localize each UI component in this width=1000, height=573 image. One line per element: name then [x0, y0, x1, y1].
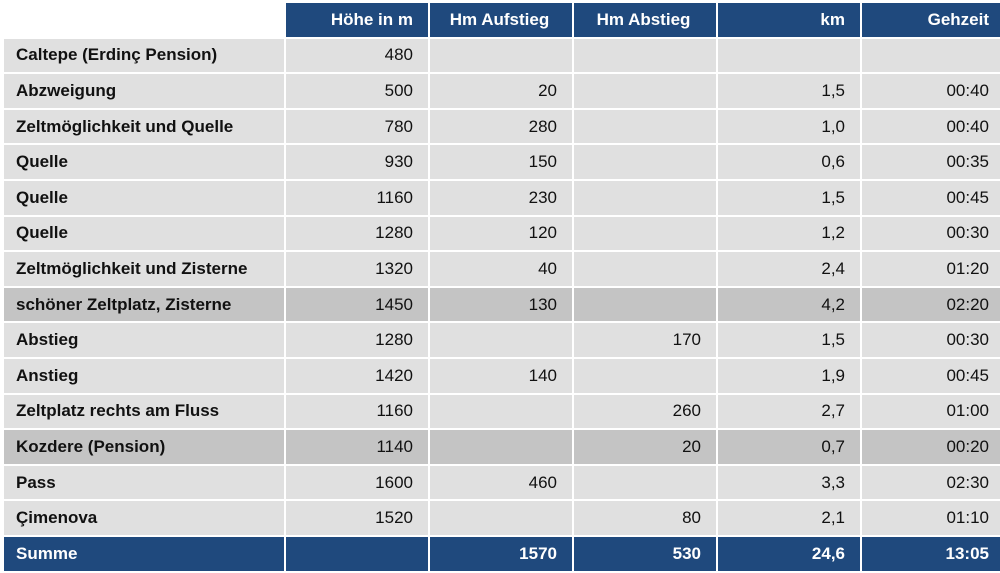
- total-row: [4, 537, 1000, 571]
- table-row: [4, 145, 1000, 179]
- ascent-cell: [430, 39, 572, 73]
- total-label: Summe: [4, 537, 284, 571]
- waypoint-name: Anstieg: [4, 359, 284, 393]
- ascent-cell: 460: [430, 466, 572, 500]
- walking-time-cell: 00:40: [862, 110, 1000, 144]
- walking-time-cell: 01:00: [862, 395, 1000, 429]
- total-hoehe: [286, 537, 428, 571]
- ascent-cell: 40: [430, 252, 572, 286]
- descent-cell: [574, 181, 716, 215]
- descent-cell: [574, 145, 716, 179]
- waypoint-name: Quelle: [4, 217, 284, 251]
- header-km: km: [718, 3, 860, 37]
- header-gehzeit: Gehzeit: [862, 3, 1000, 37]
- ascent-cell: [430, 395, 572, 429]
- table-row: [4, 217, 1000, 251]
- elevation-cell: 1520: [286, 501, 428, 535]
- distance-cell: 2,1: [718, 501, 860, 535]
- descent-cell: [574, 110, 716, 144]
- waypoint-name: Zeltplatz rechts am Fluss: [4, 395, 284, 429]
- header-hoehe: Höhe in m: [286, 3, 428, 37]
- route-table: [2, 1, 1000, 573]
- ascent-cell: 150: [430, 145, 572, 179]
- total-aufstieg: 1570: [430, 537, 572, 571]
- waypoint-name: schöner Zeltplatz, Zisterne: [4, 288, 284, 322]
- ascent-cell: 230: [430, 181, 572, 215]
- total-abstieg: 530: [574, 537, 716, 571]
- table-row: [4, 288, 1000, 322]
- table-row: [4, 181, 1000, 215]
- elevation-cell: 1450: [286, 288, 428, 322]
- distance-cell: 4,2: [718, 288, 860, 322]
- descent-cell: [574, 217, 716, 251]
- header-empty-cell: [4, 3, 284, 37]
- waypoint-name: Zeltmöglichkeit und Quelle: [4, 110, 284, 144]
- table-row: [4, 252, 1000, 286]
- ascent-cell: 140: [430, 359, 572, 393]
- walking-time-cell: 00:20: [862, 430, 1000, 464]
- elevation-cell: 1140: [286, 430, 428, 464]
- ascent-cell: [430, 430, 572, 464]
- waypoint-name: Caltepe (Erdinç Pension): [4, 39, 284, 73]
- waypoint-name: Quelle: [4, 181, 284, 215]
- distance-cell: 1,5: [718, 74, 860, 108]
- header-row: [4, 3, 1000, 37]
- descent-cell: 260: [574, 395, 716, 429]
- table-row: [4, 430, 1000, 464]
- header-abstieg: Hm Abstieg: [574, 3, 716, 37]
- ascent-cell: [430, 501, 572, 535]
- distance-cell: 1,2: [718, 217, 860, 251]
- walking-time-cell: 00:45: [862, 359, 1000, 393]
- descent-cell: [574, 288, 716, 322]
- descent-cell: 170: [574, 323, 716, 357]
- walking-time-cell: 00:35: [862, 145, 1000, 179]
- descent-cell: [574, 74, 716, 108]
- waypoint-name: Quelle: [4, 145, 284, 179]
- ascent-cell: 130: [430, 288, 572, 322]
- descent-cell: [574, 252, 716, 286]
- distance-cell: [718, 39, 860, 73]
- distance-cell: 2,7: [718, 395, 860, 429]
- distance-cell: 2,4: [718, 252, 860, 286]
- walking-time-cell: 02:30: [862, 466, 1000, 500]
- table-row: [4, 39, 1000, 73]
- elevation-cell: 1320: [286, 252, 428, 286]
- walking-time-cell: 02:20: [862, 288, 1000, 322]
- walking-time-cell: 01:20: [862, 252, 1000, 286]
- distance-cell: 1,0: [718, 110, 860, 144]
- descent-cell: [574, 466, 716, 500]
- elevation-cell: 500: [286, 74, 428, 108]
- walking-time-cell: 00:30: [862, 217, 1000, 251]
- waypoint-name: Kozdere (Pension): [4, 430, 284, 464]
- distance-cell: 3,3: [718, 466, 860, 500]
- descent-cell: [574, 39, 716, 73]
- ascent-cell: 20: [430, 74, 572, 108]
- waypoint-name: Pass: [4, 466, 284, 500]
- table-row: [4, 74, 1000, 108]
- table-row: [4, 359, 1000, 393]
- total-gehzeit: 13:05: [862, 537, 1000, 571]
- descent-cell: 20: [574, 430, 716, 464]
- distance-cell: 0,7: [718, 430, 860, 464]
- table-row: [4, 110, 1000, 144]
- distance-cell: 1,5: [718, 323, 860, 357]
- elevation-cell: 1280: [286, 323, 428, 357]
- descent-cell: 80: [574, 501, 716, 535]
- ascent-cell: [430, 323, 572, 357]
- distance-cell: 0,6: [718, 145, 860, 179]
- table-row: [4, 466, 1000, 500]
- route-body: [4, 39, 1000, 535]
- elevation-cell: 1420: [286, 359, 428, 393]
- total-km: 24,6: [718, 537, 860, 571]
- walking-time-cell: 00:40: [862, 74, 1000, 108]
- waypoint-name: Abzweigung: [4, 74, 284, 108]
- ascent-cell: 280: [430, 110, 572, 144]
- elevation-cell: 1600: [286, 466, 428, 500]
- waypoint-name: Abstieg: [4, 323, 284, 357]
- walking-time-cell: 00:45: [862, 181, 1000, 215]
- walking-time-cell: 00:30: [862, 323, 1000, 357]
- walking-time-cell: [862, 39, 1000, 73]
- table-row: [4, 323, 1000, 357]
- descent-cell: [574, 359, 716, 393]
- elevation-cell: 1280: [286, 217, 428, 251]
- header-aufstieg: Hm Aufstieg: [430, 3, 572, 37]
- ascent-cell: 120: [430, 217, 572, 251]
- waypoint-name: Çimenova: [4, 501, 284, 535]
- table-row: [4, 501, 1000, 535]
- waypoint-name: Zeltmöglichkeit und Zisterne: [4, 252, 284, 286]
- elevation-cell: 930: [286, 145, 428, 179]
- elevation-cell: 780: [286, 110, 428, 144]
- distance-cell: 1,9: [718, 359, 860, 393]
- table-row: [4, 395, 1000, 429]
- elevation-cell: 480: [286, 39, 428, 73]
- elevation-cell: 1160: [286, 395, 428, 429]
- distance-cell: 1,5: [718, 181, 860, 215]
- elevation-cell: 1160: [286, 181, 428, 215]
- walking-time-cell: 01:10: [862, 501, 1000, 535]
